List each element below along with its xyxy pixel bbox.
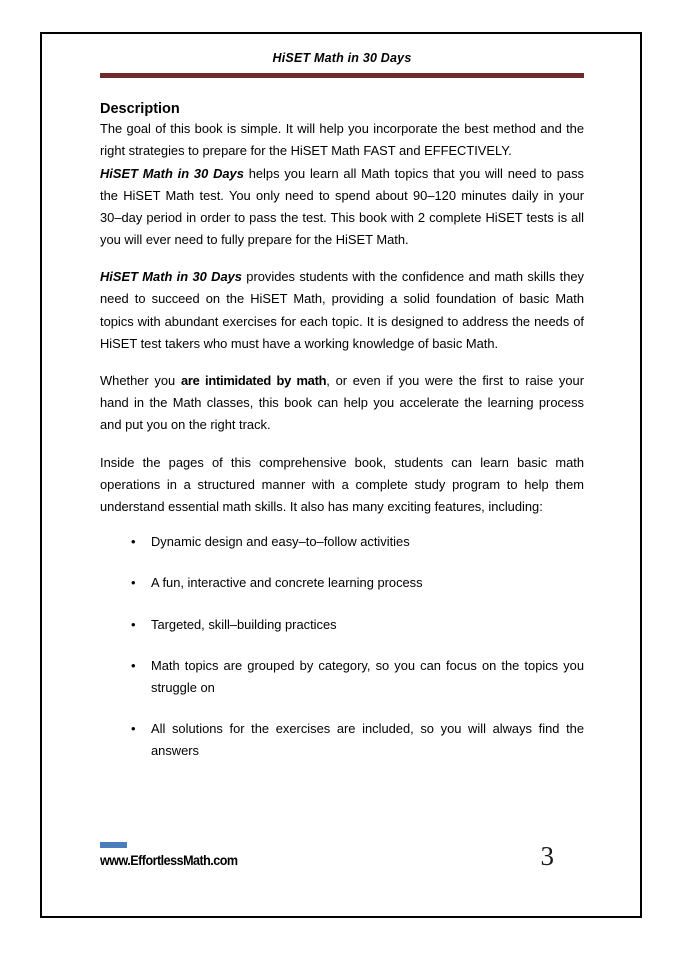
book-title-inline: HiSET Math in 30 Days — [100, 269, 242, 285]
bullet-icon: • — [131, 616, 136, 632]
paragraph-inside-the-pages: Inside the pages of this comprehensive book, students can learn basic math operations in a structured manner with a complete study program to help them understand essential math skills. It also has many exciting features, including: — [100, 454, 584, 514]
bullet-icon: • — [131, 534, 136, 550]
list-item — [100, 531, 584, 553]
features-bullet-list — [100, 531, 584, 762]
paragraph-provides-confidence-text: provides students with the confidence and math skills they need to succeed on the HiSET Math, providing a solid foundation of basic Math topics with abundant exercises for each topic. It is designed to address the needs of HiSET test takers who must have a working knowledge of basic Math. — [100, 269, 584, 351]
list-item-label: Dynamic design and easy–to–follow activities — [151, 534, 410, 550]
list-item-label: All solutions for the exercises are included, so you will always find the answers — [151, 721, 584, 759]
emphasis-intimidated-by-math: are intimidated by math — [180, 373, 327, 389]
running-header: HiSET Math in 30 Days — [272, 51, 412, 65]
bullet-icon: • — [131, 575, 136, 591]
paragraph-lead-text: Whether you — [100, 373, 181, 389]
list-item-label: Math topics are grouped by category, so you can focus on the topics you struggle on — [151, 657, 584, 695]
book-title-inline: HiSET Math in 30 Days — [100, 165, 244, 181]
list-item-label: A fun, interactive and concrete learning process — [151, 575, 423, 591]
page-sheet — [40, 32, 642, 918]
list-item — [100, 614, 584, 636]
bullet-icon: • — [131, 721, 136, 737]
list-item — [100, 655, 584, 699]
list-item — [100, 572, 584, 594]
footer-website-url[interactable]: www.EffortlessMath.com — [100, 853, 238, 868]
paragraph-goal-of-book: The goal of this book is simple. It will help you incorporate the best method and the right strategies to prepare for the HiSET Math FAST and EFFECTIVELY. — [100, 121, 584, 159]
paragraph-rest-text: , or even if you were the first to raise your hand in the Math classes, this book can help you accelerate the learning process and put you on the right track. — [100, 373, 585, 433]
paragraph-whether-intimidated — [100, 370, 584, 437]
page-footer — [100, 842, 582, 884]
list-item — [100, 718, 584, 762]
bullet-icon: • — [131, 657, 136, 673]
paragraph-helps-you-learn-text: helps you learn all Math topics that you will need to pass the HiSET Math test. You only need to spend about 90–120 minutes daily in your 30–day period in order to pass the test. This book with 2 complete HiSET tests is all you will ever need to fully prepare for the HiSET Math. — [100, 165, 584, 248]
paragraph-helps-you-learn — [100, 163, 584, 252]
page-content-column — [100, 34, 584, 916]
footer-accent-bar-icon — [100, 842, 127, 848]
paragraph-provides-confidence — [100, 266, 584, 355]
header-rule-divider — [100, 73, 584, 78]
list-item-label: Targeted, skill–building practices — [151, 616, 337, 632]
section-heading: Description — [100, 100, 180, 117]
page-number: 3 — [540, 841, 554, 871]
